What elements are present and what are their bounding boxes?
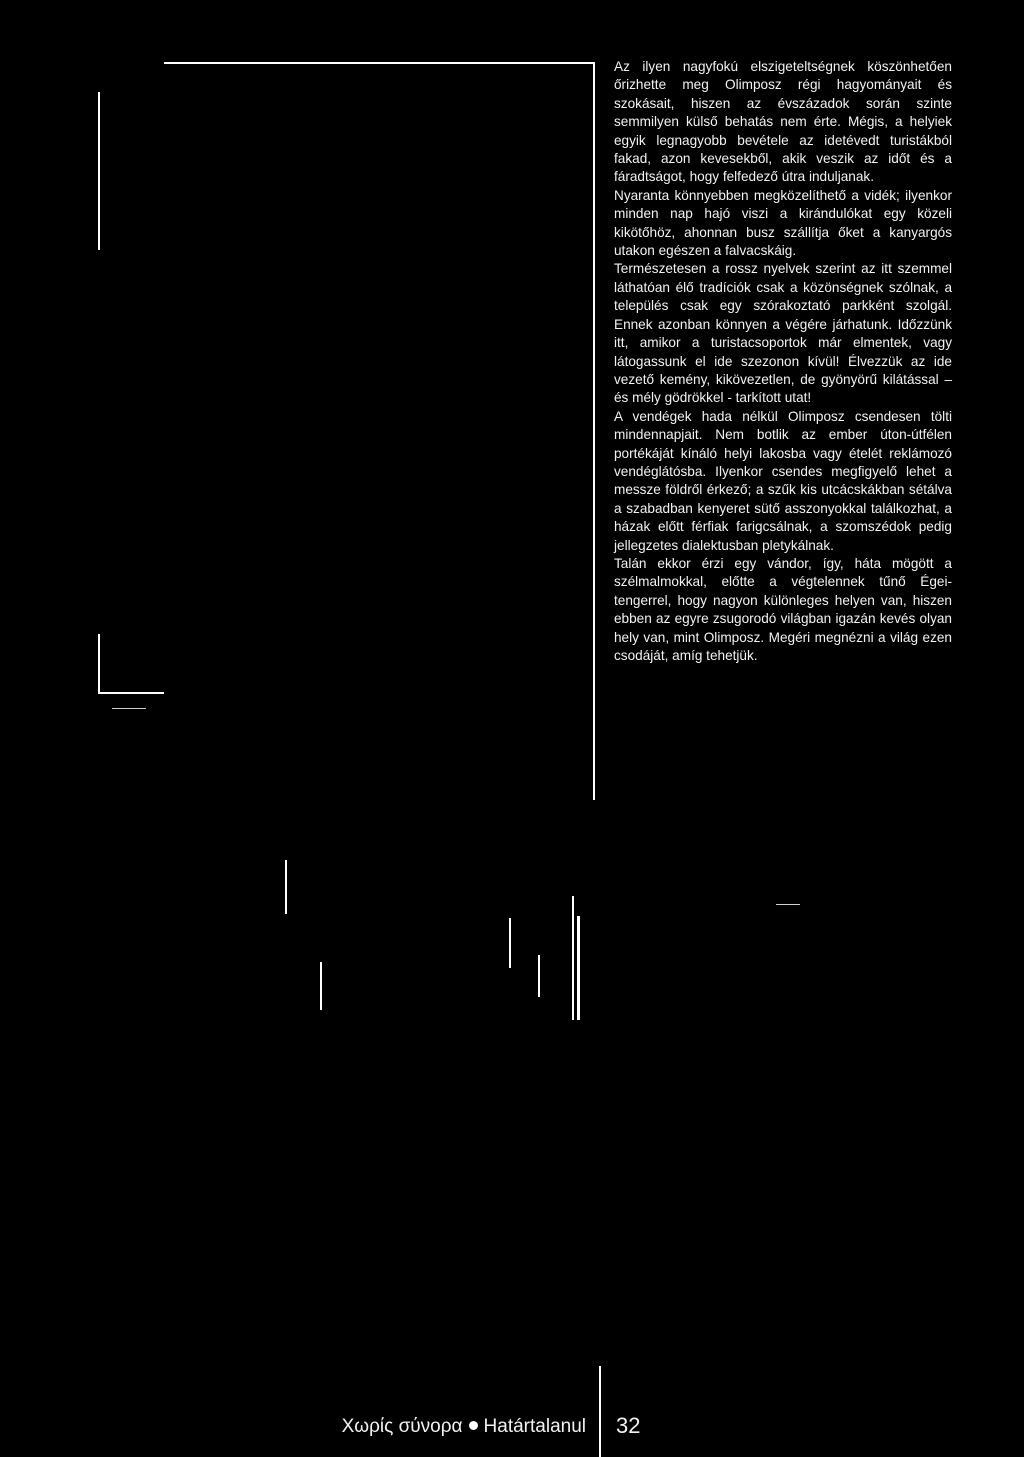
scan-speck-right [776,904,800,905]
frame-top-rule [164,62,594,64]
left-vertical-rule-lower [98,634,100,694]
frame-right-rule [593,62,595,800]
artifact-line-6 [577,916,580,1020]
footer-hungarian-title: Határtalanul [483,1416,586,1437]
paragraph-conclusion: Talán ekkor érzi egy vándor, így, háta mögött a szélmalmokkal, előtte a végtelennek tűnő Égei-tengerrel, hogy nagyon különleges helyen van, hiszen ebben az egyre zsugorodó világban igazán kevés olyan hely van, mint Olimposz. Megéri megnézni a világ ezen csodáját, amíg tehetjük. [614,555,952,663]
bullet-icon [469,1421,478,1430]
left-bottom-rule [98,692,164,694]
scan-speck [112,708,146,709]
artifact-line-1 [285,860,287,914]
footer-divider [599,1366,601,1457]
artifact-line-3 [509,918,511,968]
page-number: 32 [616,1413,641,1438]
footer-greek-title: Χωρίς σύνορα [341,1416,463,1437]
artifact-line-5 [572,896,574,1020]
paragraph-isolation: Az ilyen nagyfokú elszigeteltségnek köszönhetően őrizhette meg Olimposz régi hagyományait és szokásait, hiszen az évszázadok során szinte semmilyen külső behatás nem érte. Mégis, a helyiek egyik legnagyobb bevétele az idetévedt turistákból fakad, azon kevesekből, akik veszik az időt és a fáradtságot, hogy felfedező útra induljanak. [614,59,952,185]
paragraph-summer-access: Nyaranta könnyebben megközelíthető a vidék; ilyenkor minden nap hajó viszi a kirándulókat egy közeli kikötőhöz, ahonnan busz szállítja őket a kanyargós utakon egészen a falvacskáig. [614,187,952,259]
paragraph-quiet-days: A vendégek hada nélkül Olimposz csendesen tölti mindennapjait. Nem botlik az ember úton-útfélen portékáját kínáló helyi lakosba vagy ételét reklámozó vendéglátósba. Ilyenkor csendes megfigyelő lehet a messze földről érkező; a szűk kis utcácskákban sétálva a szabadban kenyeret sütő asszonyokkal találkozhat, a házak előtt férfiak farigcsálnak, a szomszédok pedig jellegzetes dialektusban pletykálnak. [614,408,952,553]
left-vertical-rule-upper [98,92,100,250]
article-body [614,58,952,665]
running-footer [342,1415,586,1439]
artifact-line-2 [320,962,322,1010]
paragraph-tradition: Természetesen a rossz nyelvek szerint az itt szemmel láthatóan élő tradíciók csak a közönségnek szólnak, a település csak egy szórakoztató parkként szolgál. Ennek azonban könnyen a végére járhatunk. Időzzünk itt, amikor a turistacsoportok már elmentek, vagy látogassunk el ide szezonon kívül! Élvezzük az ide vezető kemény, kikövezetlen, de gyönyörű kilátással – és mély gödrökkel - tarkított utat! [614,261,952,406]
artifact-line-4 [538,955,540,997]
